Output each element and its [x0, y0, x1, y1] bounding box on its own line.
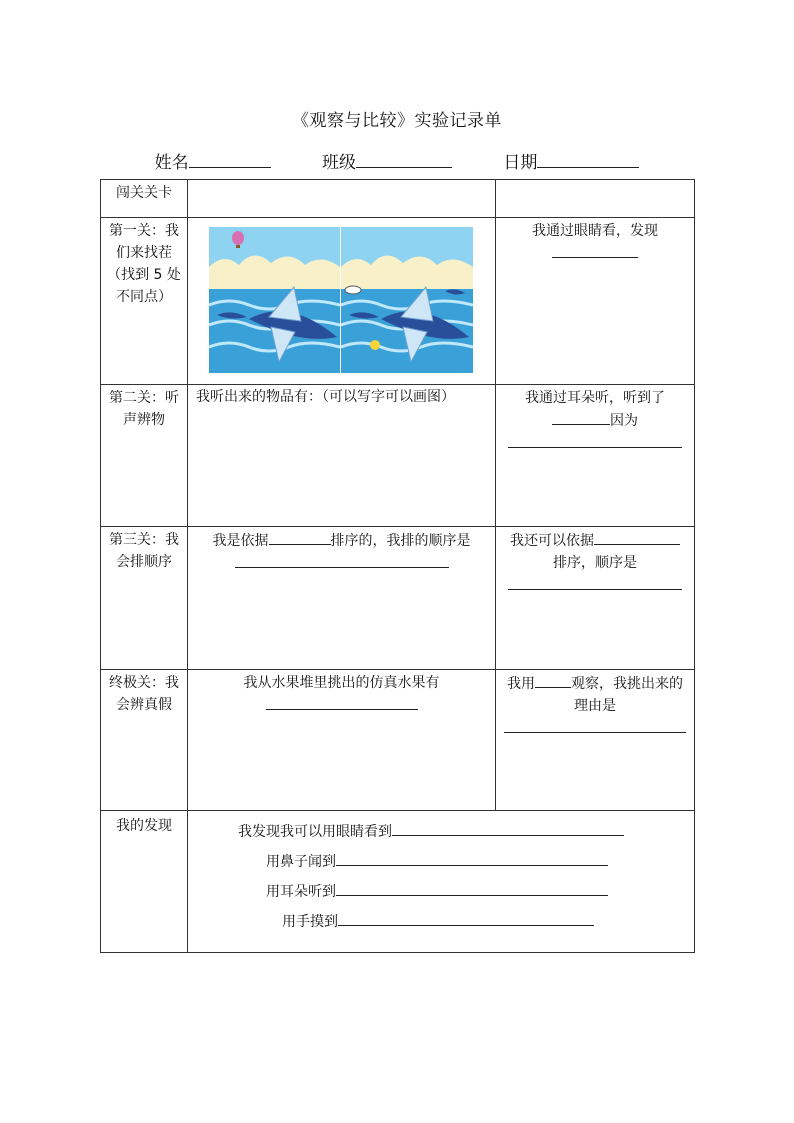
- level2-reason-blank[interactable]: [508, 432, 682, 448]
- name-field[interactable]: [155, 148, 271, 173]
- class-label: 班级: [322, 153, 356, 173]
- level4-row: [101, 670, 695, 811]
- scene-right-image: [341, 227, 473, 373]
- level2-because: 因为: [610, 413, 638, 429]
- level3-row: [101, 527, 695, 670]
- discovery-smell-blank[interactable]: [336, 850, 608, 866]
- discovery-row: [101, 811, 695, 953]
- page-title: 《观察与比较》实验记录单: [292, 111, 502, 131]
- level3-answer-cell: [496, 527, 695, 670]
- level4-answer-b: 观察，我挑出来的理由是: [571, 676, 683, 714]
- level1-answer-blank[interactable]: [552, 242, 638, 258]
- level3-answer-a: 我还可以依据: [510, 533, 594, 549]
- date-blank[interactable]: [537, 151, 639, 168]
- date-field[interactable]: [503, 148, 639, 173]
- name-label: 姓名: [154, 153, 189, 173]
- level3-answer-b: 排序，顺序是: [553, 555, 637, 571]
- name-blank[interactable]: [189, 151, 271, 168]
- header-empty-cell-2[interactable]: [188, 180, 496, 218]
- level4-prompt-cell: [188, 670, 496, 811]
- discovery-smell: 用鼻子闻到: [266, 854, 336, 870]
- level4-label: 终极关：我会辨真假: [101, 670, 188, 811]
- level4-answer-a: 我用: [507, 676, 535, 692]
- level1-answer-text: 我通过眼睛看，发现: [532, 223, 658, 239]
- header-row: [101, 180, 695, 218]
- discovery-cell: [188, 811, 695, 953]
- level3-prompt-b: 排序的，我排的顺序是: [330, 533, 471, 549]
- level3-order-blank[interactable]: [235, 552, 449, 568]
- class-blank[interactable]: [356, 151, 452, 168]
- level3-label: 第三关：我会排顺序: [101, 527, 188, 670]
- level2-heard-blank[interactable]: [552, 409, 610, 425]
- level4-answer-cell: [496, 670, 695, 811]
- header-empty-cell-3[interactable]: [496, 180, 695, 218]
- discovery-hear: 用耳朵听到: [266, 884, 336, 900]
- discovery-see: 我发现我可以用眼睛看到: [238, 824, 392, 840]
- spot-difference-cell: [188, 218, 496, 385]
- level2-prompt: 我听出来的物品有：（可以写字可以画图）: [196, 389, 455, 405]
- level3-prompt-cell: [188, 527, 496, 670]
- level2-row: [101, 385, 695, 527]
- level3-alt-order-blank[interactable]: [508, 574, 682, 590]
- level4-reason-blank[interactable]: [504, 717, 686, 733]
- level1-label: 第一关：我们来找茬（找到 5 处不同点）: [101, 218, 188, 385]
- student-info-row: [0, 148, 794, 173]
- level4-prompt: 我从水果堆里挑出的仿真水果有: [243, 675, 440, 691]
- discovery-touch: 用手摸到: [282, 914, 338, 930]
- header-level-cell: 闯关关卡: [101, 180, 188, 218]
- level4-fake-fruit-blank[interactable]: [266, 694, 418, 710]
- level2-prompt-cell[interactable]: [188, 385, 496, 527]
- class-field[interactable]: [322, 148, 452, 173]
- level4-method-blank[interactable]: [535, 672, 571, 688]
- level3-basis-blank[interactable]: [269, 529, 331, 545]
- discovery-see-blank[interactable]: [392, 820, 624, 836]
- level2-answer-text: 我通过耳朵听，听到了: [525, 390, 665, 406]
- level2-label: 第二关：听声辨物: [101, 385, 188, 527]
- date-label: 日期: [503, 153, 538, 173]
- record-table: [100, 179, 695, 953]
- level3-alt-basis-blank[interactable]: [594, 529, 680, 545]
- scene-left-image: [209, 227, 340, 373]
- discovery-hear-blank[interactable]: [336, 880, 608, 896]
- level3-prompt-a: 我是依据: [212, 533, 269, 549]
- spot-difference-image: [209, 227, 473, 373]
- level1-row: [101, 218, 695, 385]
- level1-answer-cell: [496, 218, 695, 385]
- discovery-touch-blank[interactable]: [338, 910, 594, 926]
- level2-answer-cell: [496, 385, 695, 527]
- discovery-label: 我的发现: [101, 811, 188, 953]
